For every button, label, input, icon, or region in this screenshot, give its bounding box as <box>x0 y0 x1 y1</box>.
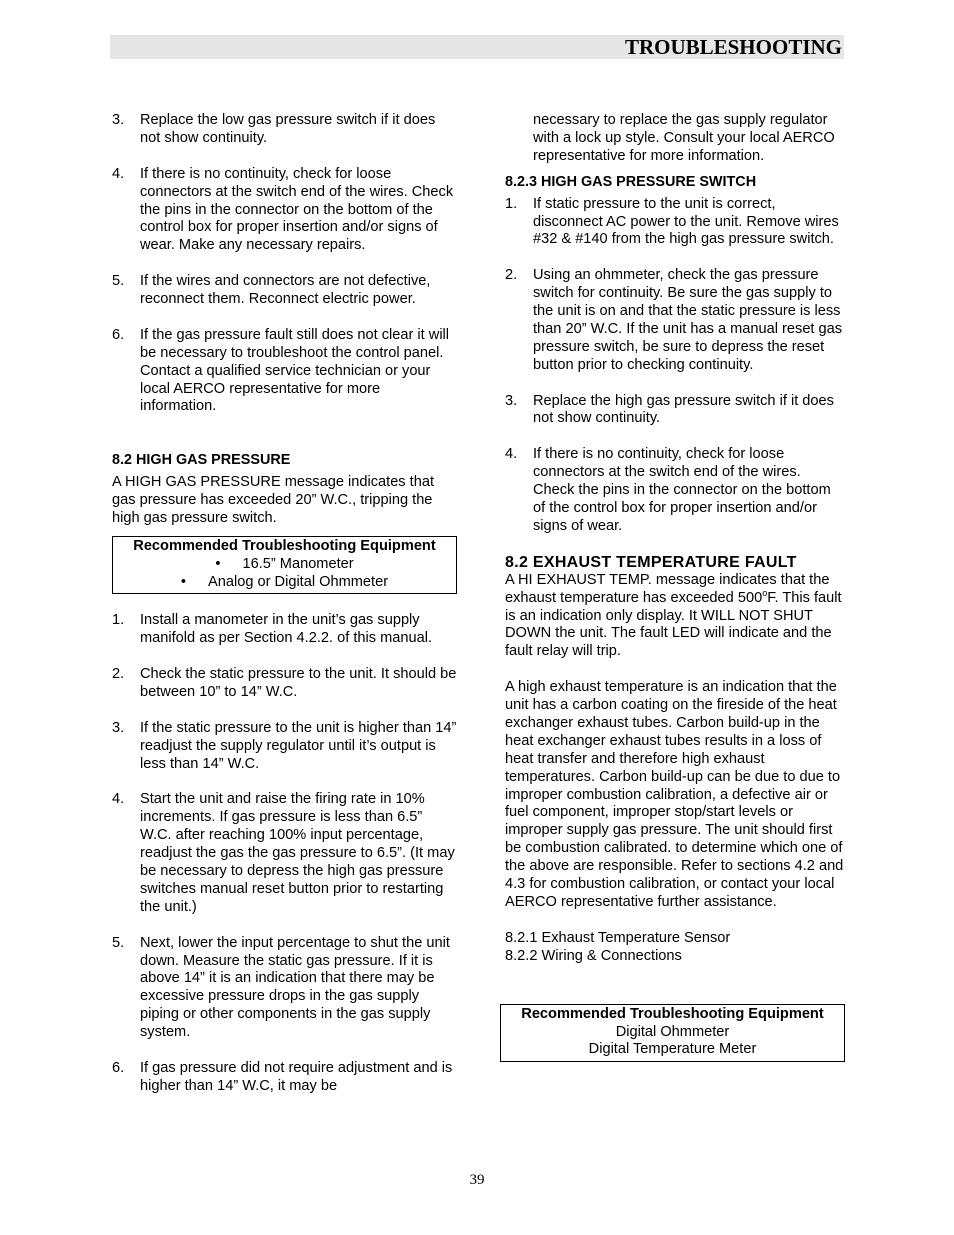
item-number: 3. <box>112 112 125 128</box>
bullet-icon: • <box>215 555 221 572</box>
item-number: 4. <box>505 446 518 463</box>
item-number: 2. <box>112 666 125 683</box>
list-item <box>112 1060 457 1096</box>
item-text: If the static pressure to the unit is higher than 14” readjust the supply regulator until it’s output is less than 14” W.C. <box>140 719 457 772</box>
item-text: If there is no continuity, check for loose connectors at the switch end of the wires. Check the pins in the connector on the bottom of the control box for proper insertion and/or signs of wear. Make any necessary repairs. <box>140 165 454 254</box>
equipment-box <box>112 536 457 595</box>
list-item <box>505 393 845 429</box>
bullet-icon: • <box>180 573 187 590</box>
list-item <box>112 720 457 774</box>
left-column <box>112 112 457 1096</box>
section-intro: A HIGH GAS PRESSURE message indicates that gas pressure has exceeded 20” W.C., tripping the high gas pressure switch. <box>112 474 435 526</box>
item-text: Check the static pressure to the unit. It should be between 10” to 14” W.C. <box>140 666 457 700</box>
item-text: If there is no continuity, check for loose connectors at the switch end of the wires. Check the pins in the connector on the bottom of the control box for proper insertion and/or signs of wear. <box>533 446 831 534</box>
list-item <box>505 446 845 536</box>
right-column <box>505 112 845 1062</box>
equipment-item: • Analog or Digital Ohmmeter <box>180 573 389 590</box>
item-number: 3. <box>112 719 125 736</box>
list-item <box>112 166 457 256</box>
item-number: 1. <box>112 612 125 629</box>
item-text: If gas pressure did not require adjustment and is higher than 14” W.C, it may be <box>140 1059 453 1094</box>
exhaust-paragraph-1: A HI EXHAUST TEMP. message indicates that the exhaust temperature has exceeded 500$^o$F. This fault is an indication only display. It WILL NOT SHUT DOWN the unit. The fault LED will indicate and the fault relay will trip. <box>505 571 842 660</box>
exhaust-paragraph-2: A high exhaust temperature is an indication that the unit has a carbon coating on the fireside of the heat exchanger exhaust tubes. Carbon build-up in the heat exchanger exhaust tubes results in a loss of heat transfer and therefore high exhaust temperatures. Carbon build-up can be due to due to improper combustion calibration, a defective air or fuel component, improper stop/start levels or improper supply gas pressure. The unit should first be combustion calibrated. to determine which one of the above are responsible. Refer to sections 4.2 and 4.3 for combustion calibration, or contact your local AERCO representative further assistance. <box>505 679 844 910</box>
page-number: 39 <box>469 1172 485 1188</box>
item-number: 5. <box>112 934 125 951</box>
item-number: 4. <box>112 791 125 808</box>
item-number: 4. <box>112 165 125 182</box>
list-item <box>505 267 845 374</box>
list-item <box>112 791 457 916</box>
item-text: If the wires and connectors are not defective, reconnect them. Reconnect electric power. <box>140 273 431 308</box>
item-text: If the gas pressure fault still does not clear it will be necessary to troubleshoot the control panel. Contact a qualified service technician or your local AERCO representative for more information. <box>140 326 450 415</box>
item-text: Next, lower the input percentage to shut the unit down. Measure the static gas pressure. If it is above 14” it is an indication that there may be excessive pressure drops in the gas supply piping or other components in the gas supply system. <box>140 934 450 1041</box>
item-text: If static pressure to the unit is correct, disconnect AC power to the unit. Remove wires #32 & #140 from the high gas pressure switch. <box>533 195 839 248</box>
equipment-title: Recommended Troubleshooting Equipment <box>521 1005 824 1022</box>
exhaust-heading: 8.2 EXHAUST TEMPERATURE FAULT <box>505 553 797 571</box>
equipment-item: Digital Temperature Meter <box>588 1041 757 1058</box>
item-number: 6. <box>112 326 125 343</box>
item-number: 5. <box>112 273 125 290</box>
list-item <box>112 327 457 417</box>
list-item <box>112 935 457 1042</box>
item-number: 3. <box>505 392 518 409</box>
continuation-text: necessary to replace the gas supply regulator with a lock up style. Consult your local AERCO representative for more information. <box>533 112 835 164</box>
equipment-title: Recommended Troubleshooting Equipment <box>133 537 436 554</box>
list-item <box>112 273 457 309</box>
reference-link: 8.2.1 Exhaust Temperature Sensor <box>505 929 731 946</box>
list-item <box>112 666 457 702</box>
item-number: 6. <box>112 1059 125 1076</box>
equipment-item: Digital Ohmmeter <box>615 1023 730 1040</box>
item-number: 1. <box>505 195 518 212</box>
item-number: 2. <box>505 267 518 284</box>
list-item <box>112 112 457 148</box>
reference-link: 8.2.2 Wiring & Connections <box>505 947 682 964</box>
item-text: Using an ohmmeter, check the gas pressure switch for continuity. Be sure the gas supply to the unit is on and that the static pressure is less than 20” W.C. If the unit has a manual reset gas pressure switch, be sure to depress the reset button prior to checking continuity. <box>533 267 843 373</box>
item-text: Start the unit and raise the firing rate in 10% increments. If gas pressure is less than 6.5” W.C. after reaching 100% input percentage, readjust the gas the gas pressure to 6.5”. (It may be necessary to depress the high gas pressure switches manual reset button prior to restarting the unit.) <box>140 791 455 915</box>
item-text: Replace the high gas pressure switch if it does not show continuity. <box>533 392 834 427</box>
item-text: Install a manometer in the unit’s gas supply manifold as per Section 4.2.2. of this manual. <box>140 612 433 647</box>
equipment-item: • 16.5” Manometer <box>215 555 354 572</box>
subsection-heading: 8.2.3 HIGH GAS PRESSURE SWITCH <box>505 173 757 190</box>
list-item <box>505 196 845 250</box>
list-item <box>112 612 457 648</box>
section-heading: 8.2 HIGH GAS PRESSURE <box>112 452 291 469</box>
equipment-box <box>500 1004 845 1063</box>
header-bar <box>110 35 844 59</box>
item-text: Replace the low gas pressure switch if it does not show continuity. <box>140 112 436 146</box>
page-title: TROUBLESHOOTING <box>624 35 842 59</box>
